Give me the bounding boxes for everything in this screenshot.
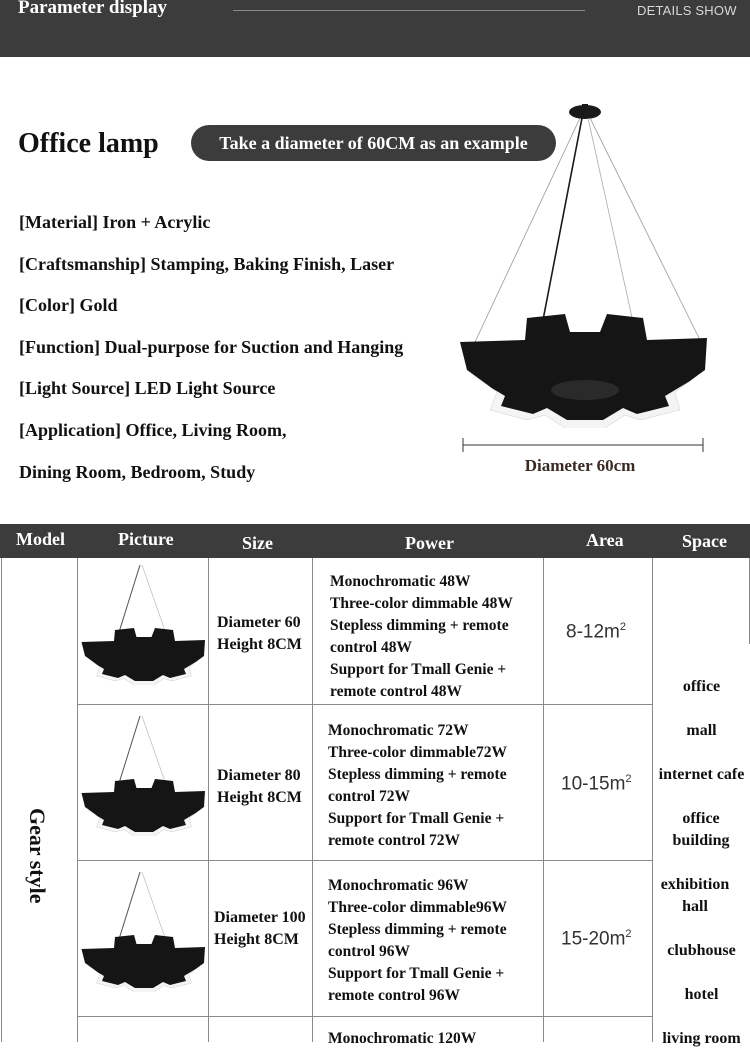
power-line: remote control 48W [330, 683, 462, 700]
space-item: clubhouse [667, 942, 736, 959]
power-cell [328, 875, 507, 1007]
col-size: Size [242, 533, 273, 553]
size-cell [217, 612, 302, 656]
spec-item: [Application] Office, Living Room, [19, 419, 287, 440]
power-line: Stepless dimming + remote [328, 766, 507, 783]
lamp-thumbnail [80, 565, 208, 705]
dimension-label: Diameter 60cm [524, 456, 636, 475]
area-unit-sup: 2 [625, 773, 632, 785]
power-line: Support for Tmall Genie + [328, 965, 505, 982]
space-item: internet cafe [658, 766, 745, 783]
power-line: control 72W [328, 788, 410, 805]
area-value: 10-15m [561, 773, 626, 795]
header-divider [233, 10, 585, 11]
product-title: Office lamp [18, 128, 159, 159]
power-cell [328, 720, 507, 852]
size-cell [217, 765, 302, 809]
col-power: Power [405, 533, 454, 553]
header-title: Parameter display [18, 0, 167, 18]
spec-item: [Function] Dual-purpose for Suction and Hanging [19, 336, 404, 357]
power-line: remote control 96W [328, 987, 460, 1004]
spec-item: [Material] Iron + Acrylic [19, 212, 211, 232]
power-line: Support for Tmall Genie + [328, 810, 505, 827]
area-unit-sup: 2 [619, 621, 626, 633]
spec-table-header [0, 524, 750, 558]
lamp-thumbnail [80, 872, 208, 1012]
col-model: Model [16, 529, 65, 549]
power-line: remote control 72W [328, 832, 460, 849]
spec-item: Dining Room, Bedroom, Study [19, 461, 256, 482]
spec-item: [Color] Gold [19, 295, 118, 316]
power-cell [328, 1028, 476, 1050]
spec-item: [Light Source] LED Light Source [19, 378, 276, 399]
power-line: Support for Tmall Genie + [330, 661, 507, 678]
space-item: living room [662, 1030, 741, 1047]
area-cell [566, 621, 626, 643]
power-line: Three-color dimmable 48W [330, 595, 513, 612]
power-cell [330, 571, 513, 703]
space-item: mall [686, 722, 717, 739]
size-diameter: Diameter 80 [217, 767, 301, 784]
space-item: office building [672, 810, 730, 849]
area-value: 15-20m [561, 928, 626, 950]
size-height: Height 8CM [217, 789, 302, 806]
details-show-label: DETAILS SHOW [637, 3, 737, 18]
space-item: office [682, 678, 721, 695]
power-line: Stepless dimming + remote [330, 617, 509, 634]
power-line: Monochromatic 48W [330, 573, 471, 590]
col-area: Area [586, 530, 624, 550]
power-line: control 96W [328, 943, 410, 960]
power-line: Three-color dimmable72W [328, 744, 507, 761]
parameter-header [0, 0, 750, 57]
power-line: Monochromatic 72W [328, 722, 469, 739]
power-line: Monochromatic 96W [328, 877, 469, 894]
power-line: Three-color dimmable96W [328, 899, 507, 916]
model-name [24, 808, 54, 928]
gear-lamp-illustration [455, 100, 715, 450]
dimension-line [462, 436, 704, 452]
col-space: Space [682, 531, 727, 551]
size-cell [214, 907, 306, 951]
col-picture: Picture [118, 529, 174, 549]
power-line: control 48W [330, 639, 412, 656]
example-pill: Take a diameter of 60CM as an example [191, 125, 556, 161]
model-name-text: Gear style [25, 808, 50, 904]
power-line: Stepless dimming + remote [328, 921, 507, 938]
area-value: 8-12m [566, 621, 620, 643]
spec-item: [Craftsmanship] Stamping, Baking Finish, Laser [19, 253, 395, 274]
space-list [653, 676, 750, 1050]
size-height: Height 8CM [214, 931, 299, 948]
lamp-thumbnail [80, 716, 208, 856]
power-line: Monochromatic 120W [328, 1030, 477, 1047]
spec-list [19, 208, 403, 499]
area-unit-sup: 2 [625, 928, 632, 940]
size-height: Height 8CM [217, 636, 302, 653]
area-cell [561, 928, 632, 950]
space-item: hotel [684, 986, 719, 1003]
size-diameter: Diameter 100 [214, 909, 306, 926]
area-cell [561, 773, 632, 795]
size-diameter: Diameter 60 [217, 614, 301, 631]
space-item: exhibition hall [660, 876, 730, 915]
